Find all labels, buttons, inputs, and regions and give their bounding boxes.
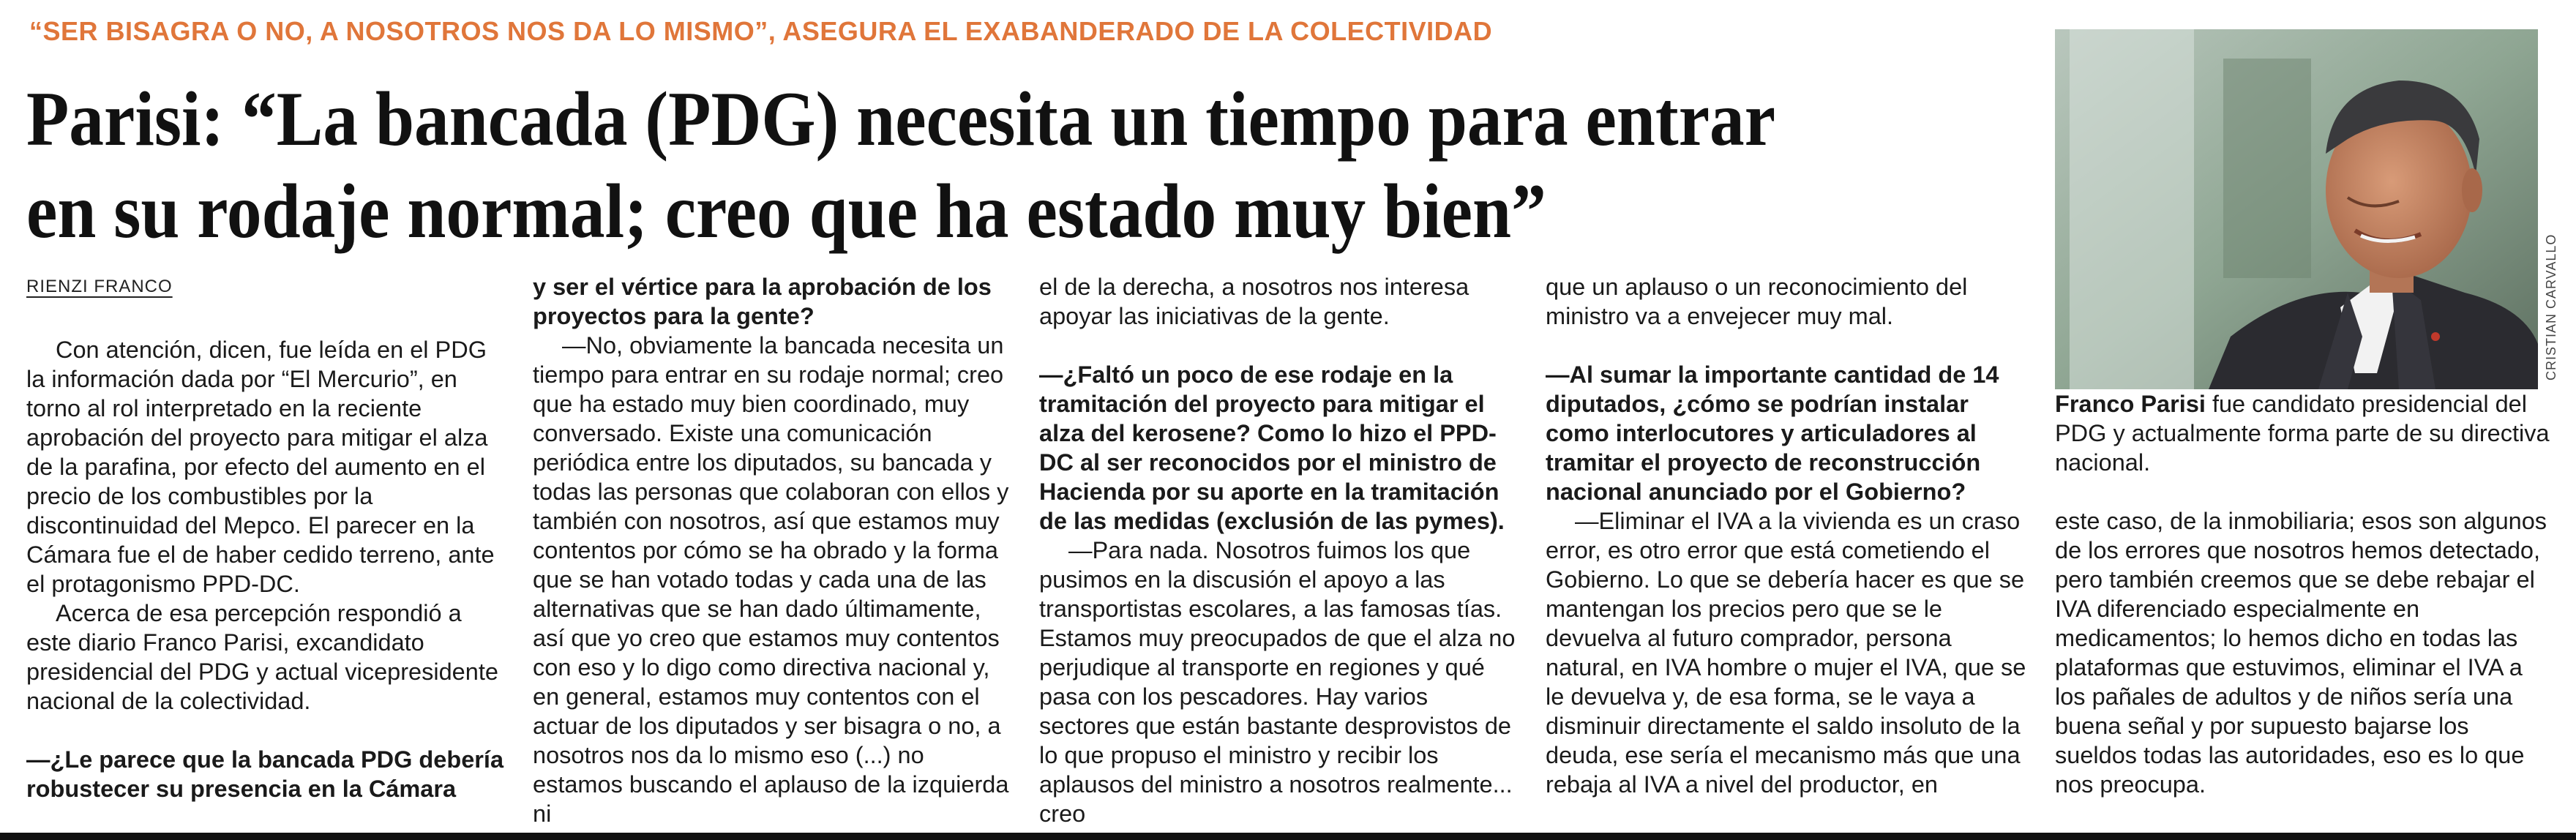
answer: que un aplauso o un reconocimiento del ministro va a envejecer muy mal. [1546,274,1968,329]
portrait-photo [2055,29,2538,389]
answer: —Eliminar el IVA a la vivienda es un craso error, es otro error que está cometiendo el Gobierno. Lo que se debería hacer es que se mantengan los precios pero que se le devuelva al futuro comprador, persona natural, en IVA hombre o mujer el IVA, que se le devuelva y, de esa forma, se le vaya a disminuir directamente el saldo insoluto de la deuda, ese sería el mecanismo más que una rebaja al IVA a nivel del productor, en [1546,508,2026,798]
caption-text: fue candidato presidencial del PDG y actualmente forma parte de su directiva nacional. [2055,391,2550,476]
spacer [1039,331,1522,360]
answer: —No, obviamente la bancada necesita un tiempo para entrar en su rodaje normal; creo que ha estado muy bien coordinado, muy conversado. Existe una comunicación periódica entre los diputados, su bancada y todas las personas que colaboran con ellos y también con nosotros, así que estamos muy contentos por cómo se ha obrado y la forma que se han votado todas y cada una de las alternativas que se han dado últimamente, así que yo creo que estamos muy contentos con eso y lo digo como directiva nacional y, en general, estamos muy contentos con el actuar de los diputados y ser bisagra o no, a nosotros nos da lo mismo eso (...) no estamos buscando el aplauso de la izquierda ni [533,332,1009,827]
question: —Al sumar la importante cantidad de 14 diputados, ¿cómo se podrían instalar como interlocutores y articuladores al tramitar el proyecto de reconstrucción nacional anunciado por el Gobierno? [1546,361,1999,505]
question: —¿Faltó un poco de ese rodaje en la tramitación del proyecto para mitigar el alza del kerosene? Como lo hizo el PPD-DC al ser reconocidos por el ministro de Hacienda por su aporte en la tramitación de las medidas (exclusión de las pymes). [1039,361,1505,534]
article-column-2 [533,272,1016,828]
spacer [1546,331,2029,360]
portrait-illustration [2055,29,2538,389]
spacer [26,301,509,335]
byline: RIENZI FRANCO [26,277,173,296]
article-column-1 [26,272,509,803]
question: y ser el vértice para la aprobación de los proyectos para la gente? [533,274,992,329]
bottom-rule [0,833,2576,840]
answer: el de la derecha, a nosotros nos interesa apoyar las iniciativas de la gente. [1039,274,1469,329]
article-column-3 [1039,272,1522,828]
spacer [26,716,509,745]
article-column-4 [1546,272,2029,799]
answer: este caso, de la inmobiliaria; esos son algunos de los errores que nosotros hemos detectado, pero también creemos que se debe rebajar el IVA diferenciado especialmente en medicamentos; lo hemos dicho en todas las plataformas que estuvimos, eliminar el IVA a los pañales de adultos y de niños sería una buena señal y por supuesto bajarse los sueldos todas las autoridades, eso es lo que nos preocupa. [2055,508,2547,798]
headline: Parisi: “La bancada (PDG) necesita un tiempo para entrar en su rodaje normal; creo que ha estado muy bien” [26,76,1775,254]
caption-name: Franco Parisi [2055,391,2206,417]
kicker: “SER BISAGRA O NO, A NOSOTROS NOS DA LO MISMO”, ASEGURA EL EXABANDERADO DE LA COLECTIVIDAD [29,16,1493,46]
photo-credit: CRISTIAN CARVALLO [2544,233,2558,380]
article-column-5 [2055,506,2553,799]
photo-caption [2055,389,2553,477]
answer: —Para nada. Nosotros fuimos los que pusimos en la discusión el apoyo a las transportistas escolares, a las famosas tías. Estamos muy preocupados de que el alza no perjudique al transporte en regiones y qué pasa con los pescadores. Hay varios sectores que están bastante desprovistos de lo que propuso el ministro y recibir los aplausos del ministro a nosotros realmente... creo [1039,537,1516,827]
paragraph: Con atención, dicen, fue leída en el PDG la información dada por “El Mercurio”, en torno al rol interpretado en la reciente aprobación del proyecto para mitigar el alza de la parafina, por efecto del aumento en el precio de los combustibles por la discontinuidad del Mepco. El parecer en la Cámara fue el de haber cedido terreno, ante el protagonismo PPD-DC. [26,337,495,597]
question: —¿Le parece que la bancada PDG debería robustecer su presencia en la Cámara [26,746,504,802]
paragraph: Acerca de esa percepción respondió a este diario Franco Parisi, excandidato presidencial del PDG y actual vicepresidente nacional de la colectividad. [26,600,498,714]
